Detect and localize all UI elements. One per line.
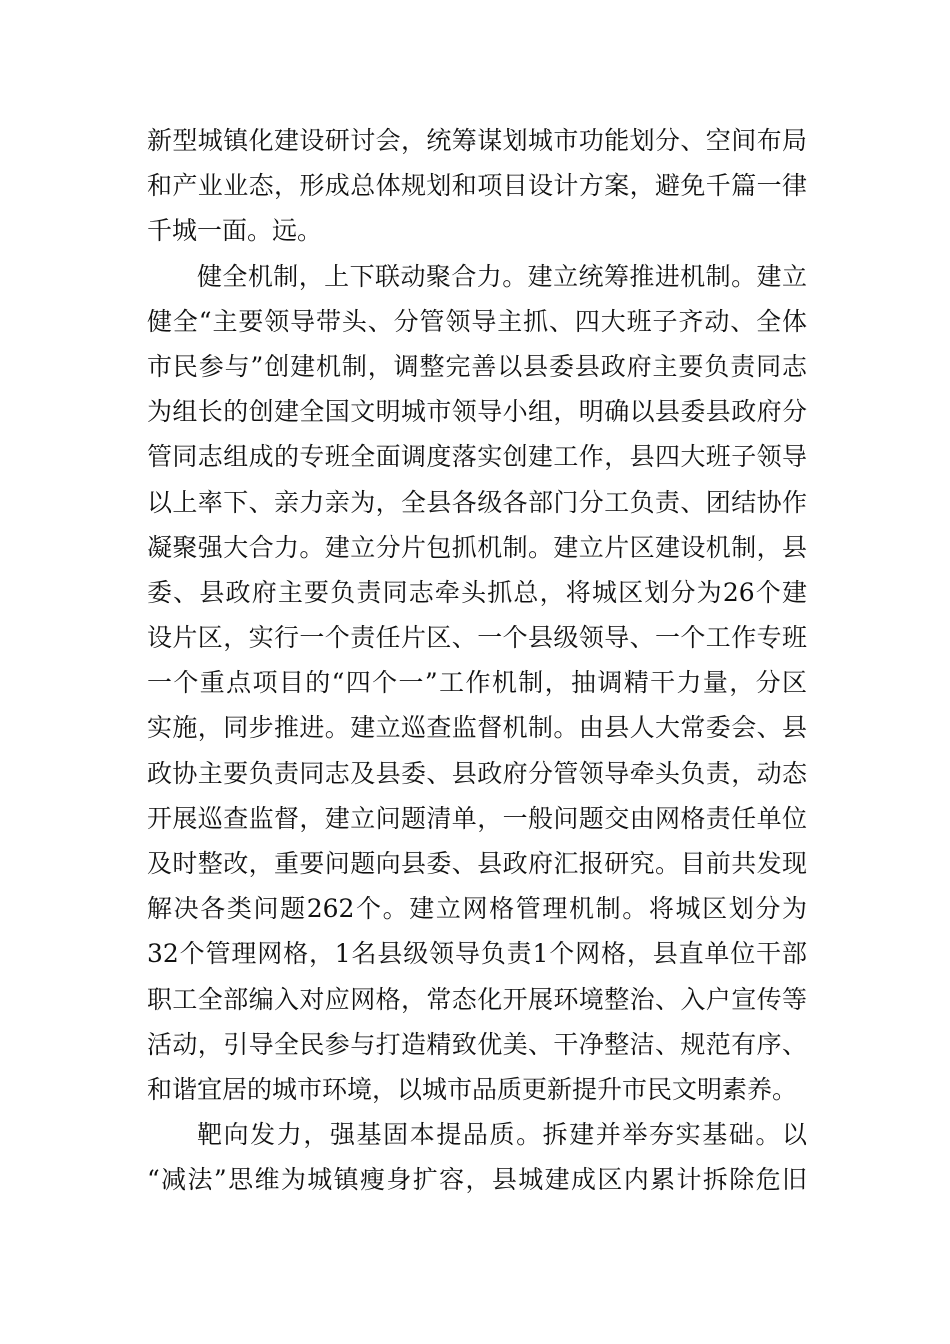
- text-line: 千城一面。远。: [147, 216, 323, 246]
- text-line: 政协主要负责同志及县委、县政府分管领导牵头负责，动态: [147, 758, 807, 788]
- text-line: 市民参与”创建机制，调整完善以县委县政府主要负责同志: [147, 351, 807, 381]
- text-line: 和产业业态，形成总体规划和项目设计方案，避免千篇一律: [147, 171, 807, 201]
- text-line: 职工全部编入对应网格，常态化开展环境整治、入户宣传等: [147, 984, 807, 1014]
- text-line: 设片区，实行一个责任片区、一个县级领导、一个工作专班: [147, 623, 807, 653]
- text-line: “减法”思维为城镇瘦身扩容，县城建成区内累计拆除危旧: [147, 1165, 807, 1195]
- text-line: 凝聚强大合力。建立分片包抓机制。建立片区建设机制，县: [147, 532, 807, 562]
- text-line: 实施，同步推进。建立巡查监督机制。由县人大常委会、县: [147, 713, 807, 743]
- text-line: 为组长的创建全国文明城市领导小组，明确以县委县政府分: [147, 397, 807, 427]
- paragraph-start-line: 靶向发力，强基固本提品质。拆建并举夯实基础。以: [197, 1120, 807, 1150]
- text-line: 和谐宜居的城市环境，以城市品质更新提升市民文明素养。: [147, 1074, 798, 1104]
- text-line: 以上率下、亲力亲为，全县各级各部门分工负责、团结协作: [147, 487, 807, 517]
- text-line: 管同志组成的专班全面调度落实创建工作，县四大班子领导: [147, 442, 807, 472]
- text-line: 及时整改，重要问题向县委、县政府汇报研究。目前共发现: [147, 849, 807, 878]
- text-line: 新型城镇化建设研讨会，统筹谋划城市功能划分、空间布局: [147, 126, 807, 155]
- body-text: [147, 118, 807, 1203]
- text-line: 委、县政府主要负责同志牵头抓总，将城区划分为26个建: [147, 577, 807, 607]
- paragraph-start-line: 健全机制，上下联动聚合力。建立统筹推进机制。建立: [197, 261, 807, 291]
- text-line: 一个重点项目的“四个一”工作机制，抽调精干力量，分区: [147, 668, 807, 698]
- text-line: 活动，引导全民参与打造精致优美、干净整洁、规范有序、: [147, 1029, 807, 1059]
- text-line: 32个管理网格，1名县级领导负责1个网格，县直单位干部: [147, 939, 807, 969]
- text-line: 健全“主要领导带头、分管领导主抓、四大班子齐动、全体: [147, 306, 807, 336]
- text-line: 开展巡查监督，建立问题清单，一般问题交由网格责任单位: [147, 803, 807, 833]
- text-line: 解决各类问题262个。建立网格管理机制。将城区划分为: [147, 894, 807, 924]
